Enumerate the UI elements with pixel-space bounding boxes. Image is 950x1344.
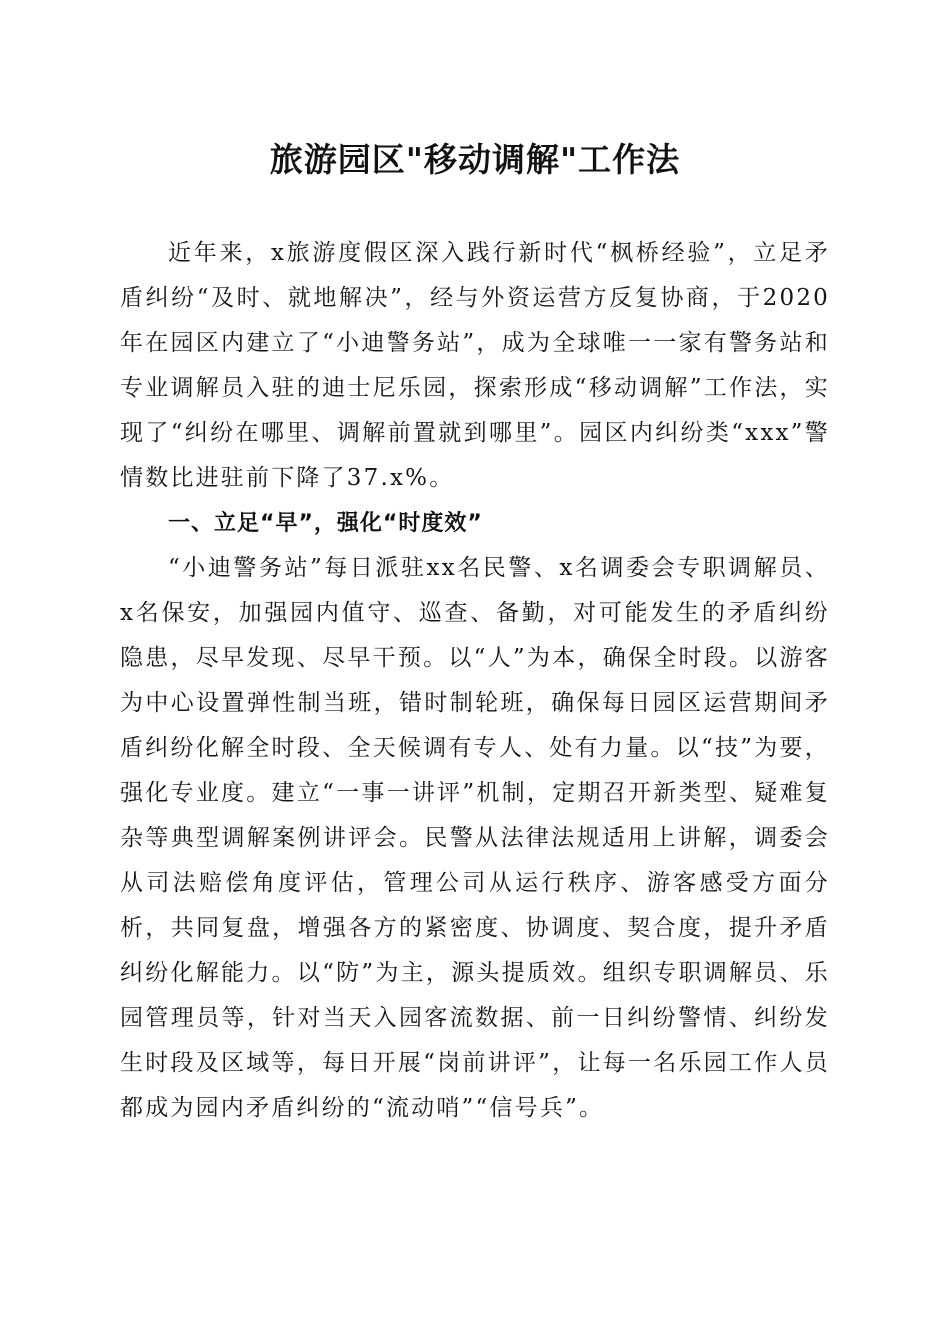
intro-paragraph: 近年来，x旅游度假区深入践行新时代“枫桥经验”，立足矛盾纠纷“及时、就地解决”，经与外资运营方反复协商，于2020年在园区内建立了“小迪警务站”，成为全球唯一一家有警务站和专业调解员入驻的迪士尼乐园，探索形成“移动调解”工作法，实现了“纠纷在哪里、调解前置就到哪里”。园区内纠纷类“xxx”警情数比进驻前下降了37.x%。 — [120, 240, 830, 491]
document-title: 旅游园区"移动调解"工作法 — [269, 140, 681, 179]
section-1-paragraph: “小迪警务站”每日派驻xx名民警、x名调委会专职调解员、x名保安，加强园内值守、巡查、备勤，对可能发生的矛盾纠纷隐患，尽早发现、尽早干预。以“人”为本，确保全时段。以游客为中心设置弹性制当班，错时制轮班，确保每日园区运营期间矛盾纠纷化解全时段、全天候调有专人、处有力量。以“技”为要，强化专业度。建立“一事一讲评”机制，定期召开新类型、疑难复杂等典型调解案例讲评会。民警从法律法规适用上讲解，调委会从司法赔偿角度评估，管理公司从运行秩序、游客感受方面分析，共同复盘，增强各方的紧密度、协调度、契合度，提升矛盾纠纷化解能力。以“防”为主，源头提质效。组织专职调解员、乐园管理员等，针对当天入园客流数据、前一日纠纷警情、纠纷发生时段及区域等，每日开展“岗前讲评”，让每一名乐园工作人员都成为园内矛盾纠纷的“流动哨”“信号兵”。 — [120, 555, 830, 1121]
section-1-heading: 一、立足“早”，强化“时度效” — [168, 511, 483, 536]
